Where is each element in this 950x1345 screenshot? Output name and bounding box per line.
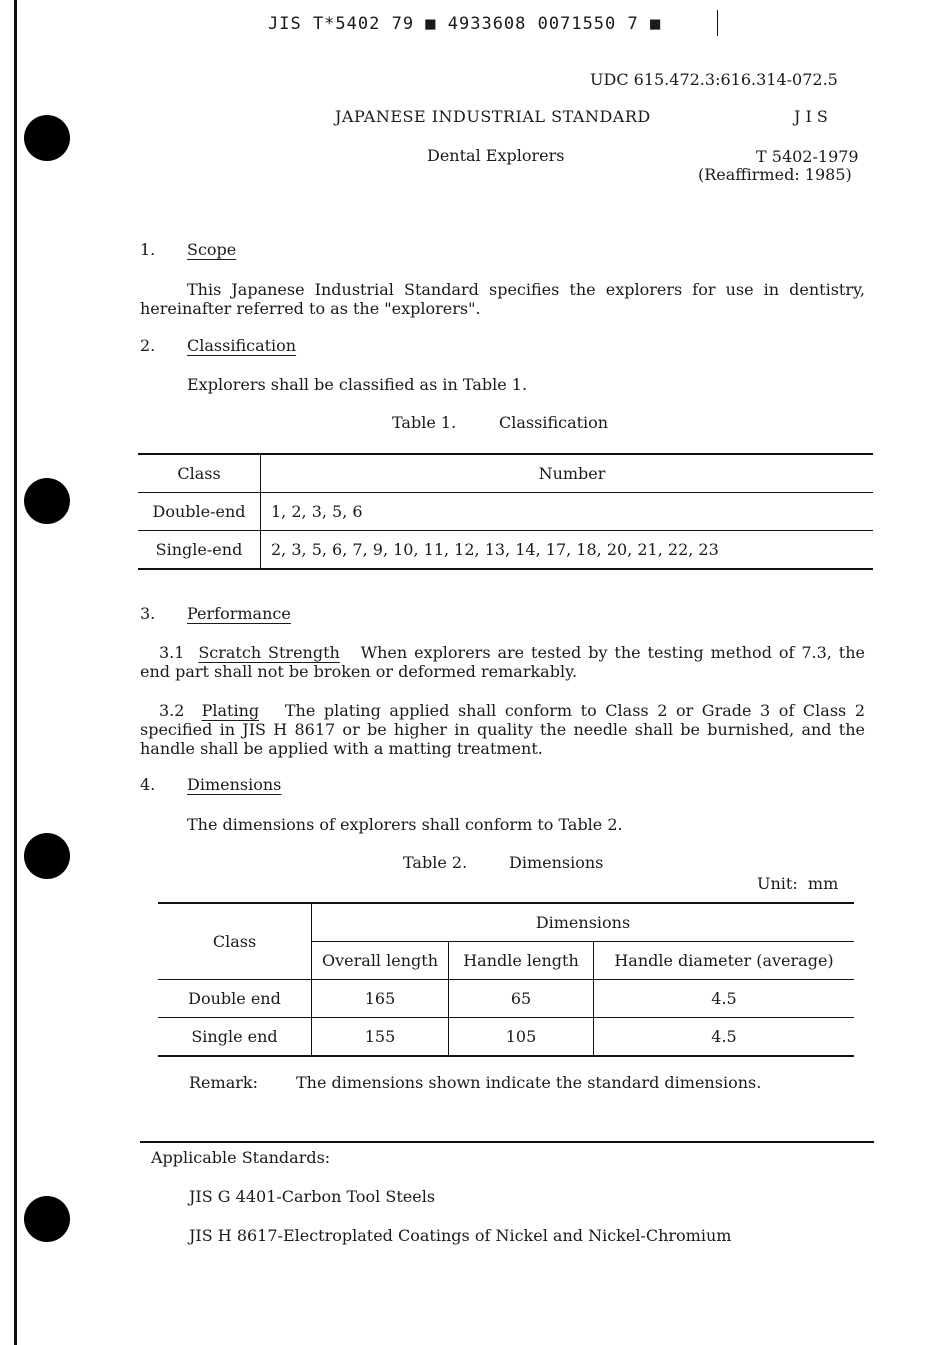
section-3-2-paragraph — [140, 701, 865, 758]
table-header-row — [138, 454, 873, 493]
section-3-2-title: Plating — [201, 701, 260, 720]
table2-unit: Unit: mm — [757, 874, 839, 893]
table2-caption-number: Table 2. — [403, 853, 468, 872]
reaffirmed-date: (Reaffirmed: 1985) — [698, 165, 852, 184]
section-3-1-text: When explorers are tested by the testing method of 7.3, the end part shall not be broken or deformed remarkably. — [140, 643, 865, 681]
udc-number: UDC 615.472.3:616.314-072.5 — [590, 70, 838, 89]
table-header-cell: Number — [538, 464, 606, 483]
table-row — [138, 531, 873, 570]
table-cell: 155 — [312, 1018, 449, 1057]
section-3-number: 3. — [140, 604, 156, 623]
table-cell: Double end — [158, 980, 312, 1018]
table2-caption: Dimensions — [509, 853, 604, 872]
table-row — [158, 1018, 854, 1057]
table-cell: 165 — [312, 980, 449, 1018]
dimensions-table — [158, 902, 854, 1057]
table-cell: 65 — [449, 980, 594, 1018]
table-row — [158, 980, 854, 1018]
table-header-cell: Class — [212, 932, 257, 951]
table-cell: Single end — [158, 1018, 312, 1057]
punch-hole-1 — [24, 115, 70, 161]
table-header-cell: Handle diameter (average) — [594, 942, 855, 980]
section-3-2-text: The plating applied shall conform to Class 2 or Grade 3 of Class 2 specified in JIS H 8617 or be higher in quality the needle shall be burnished, and the handle shall be applied with a matting treatment. — [140, 701, 866, 758]
table1-caption-number: Table 1. — [392, 413, 457, 432]
section-1-title: Scope — [187, 240, 237, 259]
doc-title: Dental Explorers — [427, 146, 565, 165]
table-row — [138, 493, 873, 531]
applicable-standard-item: JIS H 8617-Electroplated Coatings of Nickel and Nickel-Chromium — [189, 1226, 732, 1245]
remark-text: The dimensions shown indicate the standard dimensions. — [296, 1073, 762, 1092]
table-header-cell: Handle length — [449, 942, 594, 980]
applicable-standards-title: Applicable Standards: — [151, 1148, 331, 1167]
scan-left-border — [14, 0, 17, 1345]
remark-label: Remark: — [189, 1073, 258, 1092]
header-code: JIS T*5402 79 ■ 4933608 0071550 7 ■ — [268, 14, 662, 34]
section-4-title: Dimensions — [187, 775, 282, 794]
section-4-number: 4. — [140, 775, 156, 794]
section-1-number: 1. — [140, 240, 156, 259]
table-cell: Double-end — [138, 493, 261, 531]
table1-caption: Classification — [499, 413, 609, 432]
table-cell: 4.5 — [594, 1018, 855, 1057]
table-header-row — [158, 903, 854, 942]
scan-header-divider — [717, 10, 718, 36]
table-header-cell: Dimensions — [312, 903, 855, 942]
section-2-title: Classification — [187, 336, 297, 355]
jis-mark: J I S — [794, 107, 828, 126]
table-cell: 105 — [449, 1018, 594, 1057]
table-cell: 1, 2, 3, 5, 6 — [261, 493, 874, 531]
section-2-number: 2. — [140, 336, 156, 355]
punch-hole-4 — [24, 1196, 70, 1242]
section-1-text: This Japanese Industrial Standard specifies the explorers for use in dentistry, hereinafter referred to as the "explorers". — [140, 280, 865, 318]
table-cell: 2, 3, 5, 6, 7, 9, 10, 11, 12, 13, 14, 17, 18, 20, 21, 22, 23 — [261, 531, 874, 570]
section-3-title: Performance — [187, 604, 291, 623]
table-cell: Single-end — [138, 531, 261, 570]
table-header-cell: Overall length — [312, 942, 449, 980]
table-cell: 4.5 — [594, 980, 855, 1018]
punch-hole-3 — [24, 833, 70, 879]
standard-number: T 5402-1979 — [756, 147, 859, 166]
org-title: JAPANESE INDUSTRIAL STANDARD — [335, 107, 651, 126]
section-3-1-number: 3.1 — [159, 643, 185, 662]
section-3-1-title: Scratch Strength — [198, 643, 340, 662]
section-2-text: Explorers shall be classified as in Table 1. — [187, 375, 528, 394]
footnote-divider — [140, 1141, 874, 1143]
punch-hole-2 — [24, 478, 70, 524]
section-3-2-number: 3.2 — [159, 701, 185, 720]
section-4-text: The dimensions of explorers shall conform to Table 2. — [187, 815, 623, 834]
section-3-1-paragraph — [140, 643, 865, 681]
table-header-cell: Class — [138, 454, 261, 493]
classification-table — [138, 453, 873, 570]
applicable-standard-item: JIS G 4401-Carbon Tool Steels — [189, 1187, 436, 1206]
